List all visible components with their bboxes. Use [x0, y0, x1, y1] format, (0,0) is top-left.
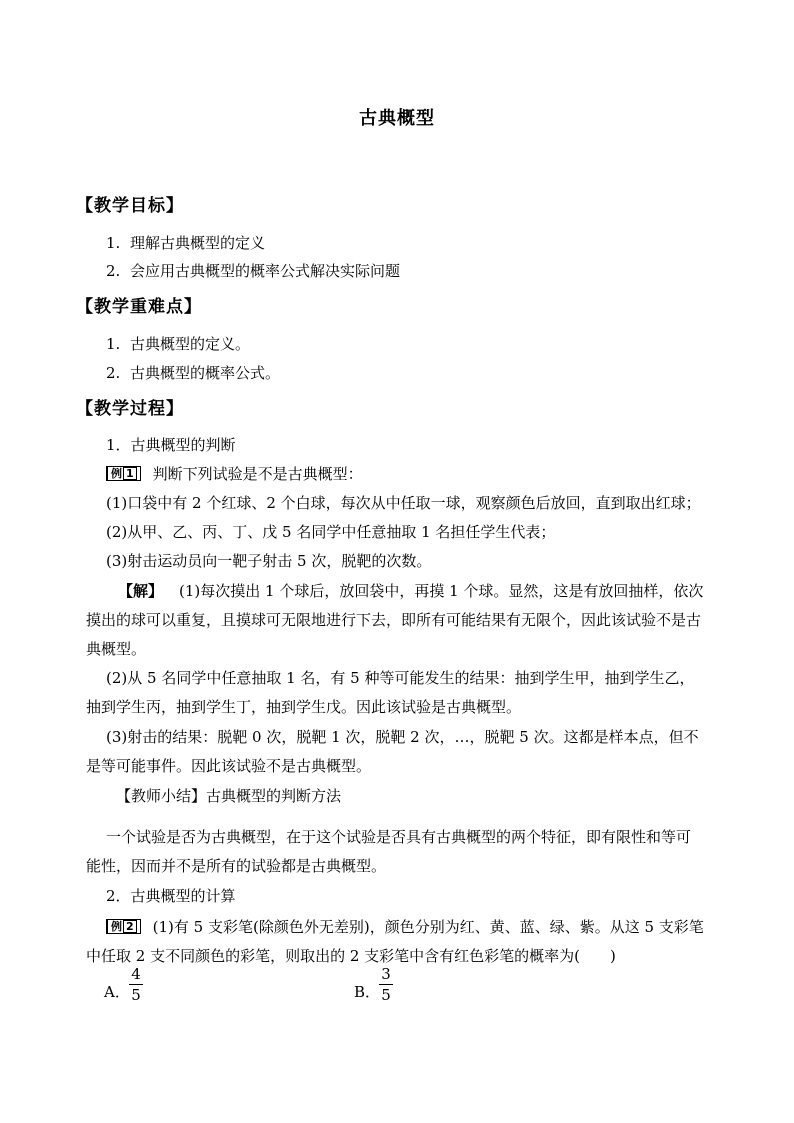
solution-text-1: (1)每次摸出 1 个球后，放回袋中，再摸 1 个球。显然，这是有放回抽样，依次: [179, 582, 704, 600]
option-b-numerator: 3: [381, 965, 391, 983]
solution-line-4: (2)从 5 名同学中任意抽取 1 名，有 5 种等可能发生的结果：抽到学生甲，抽到学生乙，: [106, 669, 695, 687]
example1-item-3: (3)射击运动员向一靶子射击 5 次，脱靶的次数。: [106, 552, 432, 570]
goal-item-1-num: 1.: [106, 234, 121, 252]
example2-badge-label: 例: [111, 920, 122, 933]
example2-line-1: [106, 917, 704, 937]
option-b-label: B．: [354, 983, 381, 1001]
key-point-item-2: [106, 363, 280, 383]
option-b-denominator: 5: [381, 986, 391, 1004]
goal-item-2-num: 2.: [106, 262, 121, 280]
option-b-fraction: [379, 966, 393, 1003]
part1-title: 1．古典概型的判断: [106, 436, 236, 454]
key-points-heading: 【教学重难点】: [76, 297, 202, 317]
example1-badge-number: 1: [123, 467, 137, 480]
example2-text-1: (1)有 5 支彩笔(除颜色外无差别)，颜色分别为红、黄、蓝、绿、紫。从这 5 支彩笔: [152, 918, 704, 936]
solution-line-5: 抽到学生丙，抽到学生丁，抽到学生戊。因此该试验是古典概型。: [86, 698, 522, 716]
goal-item-2-text: 会应用古典概型的概率公式解决实际问题: [130, 262, 401, 280]
solution-line-6: (3)射击的结果：脱靶 0 次，脱靶 1 次，脱靶 2 次，…，脱靶 5 次。这都是样本点，但不: [106, 728, 699, 746]
example2-line-2: 中任取 2 支不同颜色的彩笔，则取出的 2 支彩笔中含有红色彩笔的概率为( ): [86, 947, 616, 965]
fraction-bar: [379, 984, 393, 985]
solution-line-2: 摸出的球可以重复，且摸球可无限地进行下去，即所有可能结果有无限个，因此该试验不是古: [86, 611, 702, 629]
process-heading: 【教学过程】: [76, 399, 184, 419]
example1-badge: [106, 466, 141, 481]
summary-line-1: 一个试验是否为古典概型，在于这个试验是否具有古典概型的两个特征，即有限性和等可: [106, 828, 692, 846]
solution-line-1: [118, 581, 703, 601]
teacher-summary: 【教师小结】古典概型的判断方法: [116, 787, 342, 805]
option-a-label: A．: [104, 983, 130, 1001]
key-point-item-2-text: 古典概型的概率公式。: [130, 364, 281, 382]
option-a-numerator: 4: [131, 965, 141, 983]
example1-badge-label: 例: [111, 467, 122, 480]
key-point-item-1-text: 古典概型的定义。: [130, 335, 251, 353]
solution-line-3: 典概型。: [86, 640, 147, 658]
fraction-bar: [129, 984, 143, 985]
goal-item-1-text: 理解古典概型的定义: [130, 234, 266, 252]
example1-item-2: (2)从甲、乙、丙、丁、戊 5 名同学中任意抽取 1 名担任学生代表；: [106, 523, 556, 541]
example2-badge: [106, 919, 141, 934]
example1-item-1: (1)口袋中有 2 个红球、2 个白球，每次从中任取一球，观察颜色后放回，直到取出红球；: [106, 494, 701, 512]
example1-prompt-line: [106, 464, 363, 484]
key-point-item-1-num: 1.: [106, 335, 121, 353]
key-point-item-2-num: 2.: [106, 364, 121, 382]
example1-prompt: 判断下列试验是不是古典概型：: [152, 465, 363, 483]
goal-item-2: [106, 261, 400, 281]
goal-item-1: [106, 233, 265, 253]
option-a-denominator: 5: [131, 986, 141, 1004]
option-a-fraction: [129, 966, 143, 1003]
example2-badge-number: 2: [123, 920, 137, 933]
solution-label: 【解】: [118, 582, 164, 600]
solution-line-7: 是等可能事件。因此该试验不是古典概型。: [86, 757, 372, 775]
key-point-item-1: [106, 334, 250, 354]
page-title: 古典概型: [359, 108, 435, 129]
goals-heading: 【教学目标】: [76, 196, 184, 216]
part2-title: 2．古典概型的计算: [106, 887, 236, 905]
summary-line-2: 能性，因而并不是所有的试验都是古典概型。: [86, 857, 387, 875]
